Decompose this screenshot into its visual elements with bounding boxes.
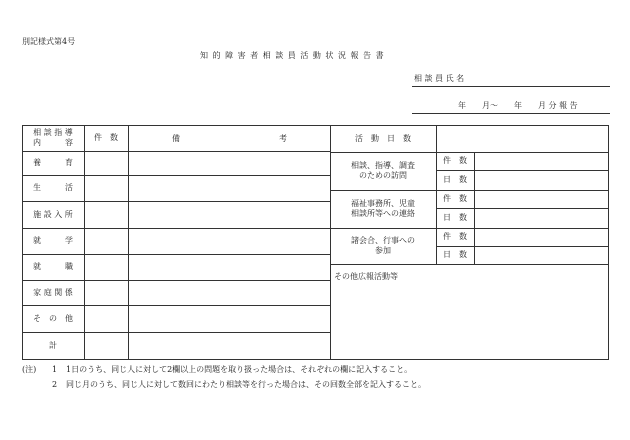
count-header: 件 数	[94, 133, 118, 142]
activity-liaison-label: 福祉事務所、児童 相談所等への連絡	[351, 199, 415, 218]
row-label-living: 生 活	[33, 183, 73, 192]
counselor-name-label: 相 談 員 氏 名	[414, 74, 465, 83]
counselor-name-line	[412, 86, 610, 87]
note-1-number: 1	[52, 365, 58, 374]
report-period-label: 年 月～ 年 月 分 報 告	[458, 101, 578, 110]
form-number: 別記様式第4号	[22, 37, 76, 46]
row-label-other: そ の 他	[33, 313, 73, 323]
activity-days-header: 活 動 日 数	[355, 133, 411, 143]
activity-visit-label: 相談、指導、調査 のための訪問	[351, 161, 415, 180]
page-title: 知 的 障 害 者 相 談 員 活 動 状 況 報 告 書	[200, 51, 385, 60]
note-1-text: 1日のうち、同じ人に対して2欄以上の問題を取り扱った場合は、それぞれの欄に記入すること。	[66, 365, 413, 374]
row-label-family: 家 庭 関 係	[33, 287, 73, 297]
row-label-upbringing: 養 育	[33, 158, 73, 167]
row-label-total: 計	[49, 340, 57, 350]
activity-meeting-count-label: 件 数	[443, 232, 467, 241]
activity-liaison-days-label: 日 数	[443, 213, 467, 222]
report-period-line	[412, 113, 610, 114]
remarks-header-part2: 考	[279, 134, 287, 143]
other-publicity-label: その他広報活動等	[334, 272, 398, 281]
remarks-header-part1: 備	[172, 134, 180, 143]
note-2-text: 同じ月のうち、同じ人に対して数回にわたり相談等を行った場合は、その回数全部を記入すること。	[66, 380, 426, 389]
row-label-facility-admission: 施 設 入 所	[33, 209, 73, 219]
note-2-number: 2	[52, 380, 58, 389]
activity-visit-days-label: 日 数	[443, 175, 467, 184]
activity-meeting-days-label: 日 数	[443, 250, 467, 259]
notes-prefix: (注)	[22, 365, 37, 374]
row-label-employment: 就 職	[33, 262, 73, 271]
activity-visit-count-label: 件 数	[443, 156, 467, 165]
row-label-schooling: 就 学	[33, 236, 73, 245]
activity-liaison-count-label: 件 数	[443, 194, 467, 203]
activity-meeting-label: 諸会合、行事への 参加	[351, 236, 415, 255]
category-header: 相 談 指 導 内 容	[33, 128, 73, 147]
